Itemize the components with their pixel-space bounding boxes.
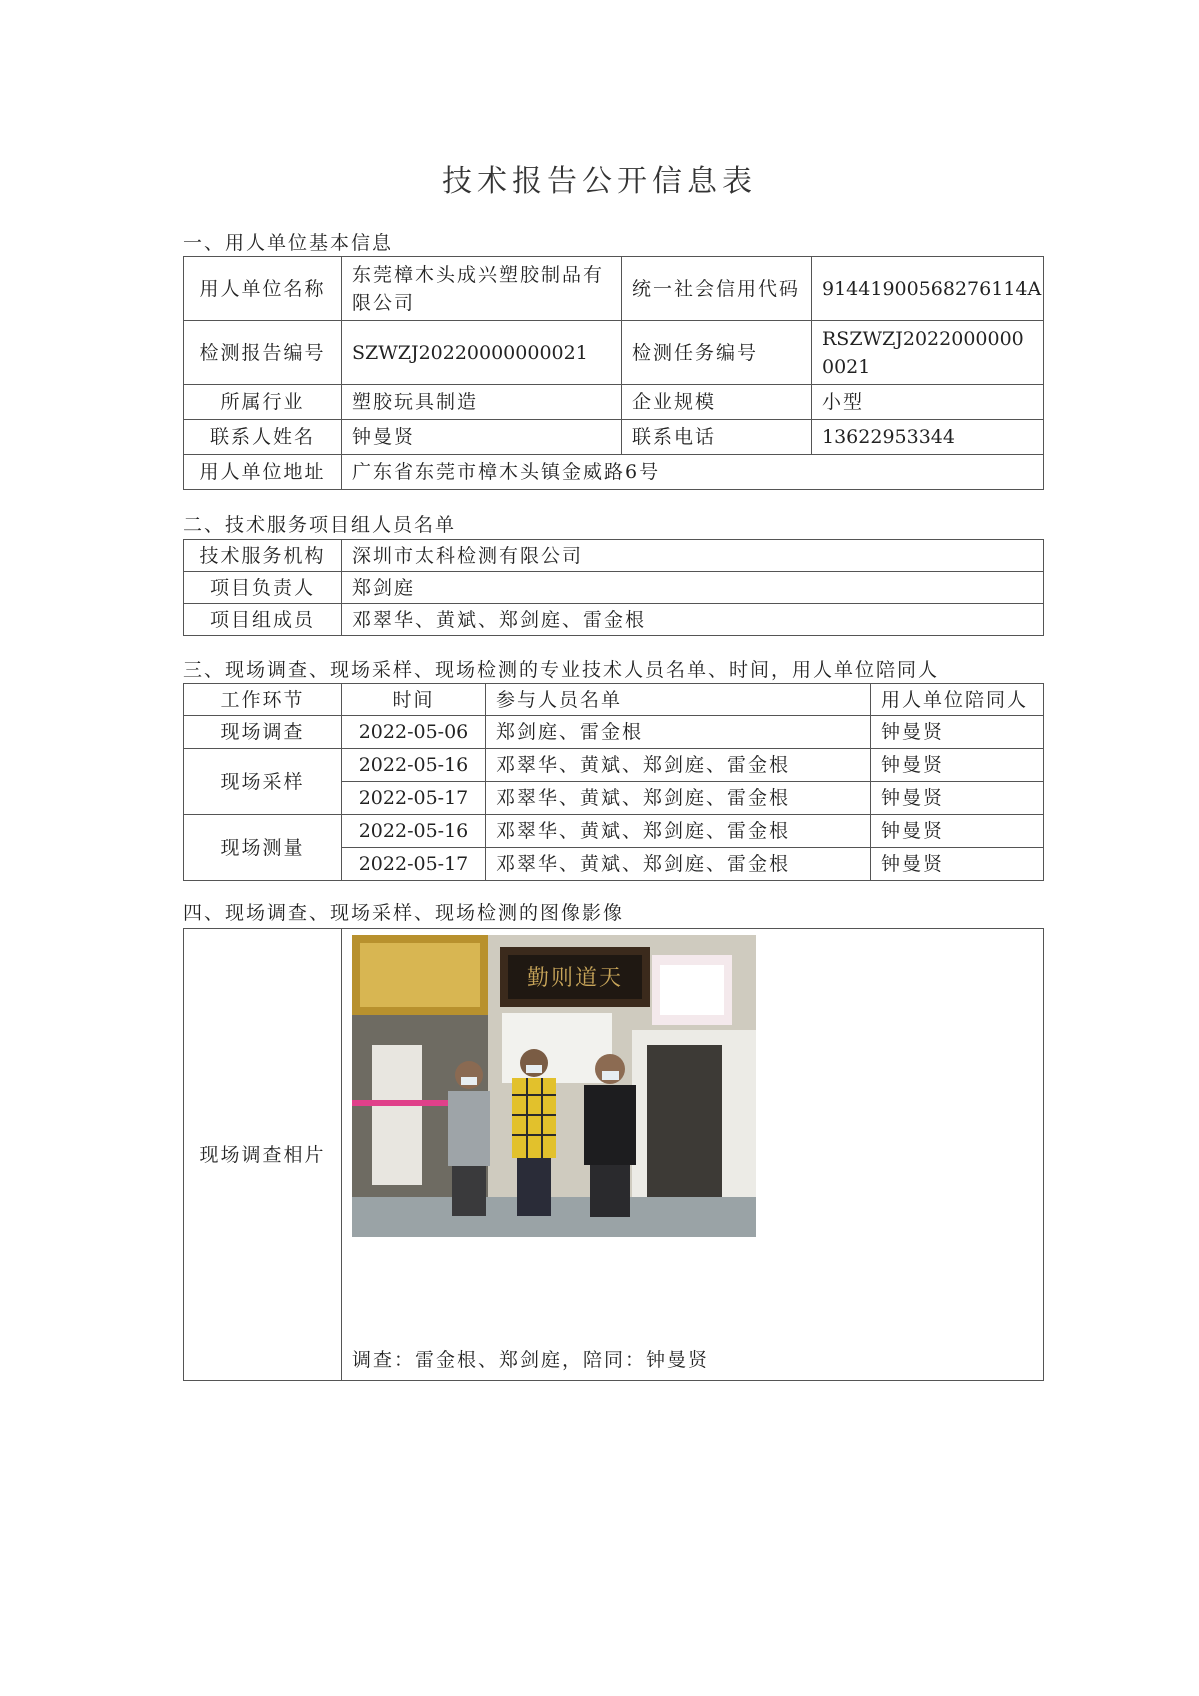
industry-label: 所属行业 — [184, 385, 342, 420]
team-table — [183, 539, 1044, 636]
address-value: 广东省东莞市樟木头镇金威路6号 — [342, 455, 1044, 490]
photo-label: 现场调查相片 — [184, 929, 342, 1381]
employer-name-label: 用人单位名称 — [184, 257, 342, 321]
section4-heading: 四、现场调查、现场采样、现场检测的图像影像 — [183, 902, 625, 924]
scale-label: 企业规模 — [622, 385, 812, 420]
agency-value: 深圳市太科检测有限公司 — [342, 540, 1044, 572]
phone-value: 13622953344 — [812, 420, 1044, 455]
members-value: 邓翠华、黄斌、郑剑庭、雷金根 — [342, 604, 1044, 636]
date-cell: 2022-05-06 — [342, 716, 486, 749]
table-row — [184, 749, 1044, 782]
address-label: 用人单位地址 — [184, 455, 342, 490]
escort-cell: 钟曼贤 — [871, 782, 1044, 815]
phone-label: 联系电话 — [622, 420, 812, 455]
date-cell: 2022-05-16 — [342, 749, 486, 782]
task-number-label: 检测任务编号 — [622, 321, 812, 385]
header-time: 时间 — [342, 684, 486, 716]
leader-value: 郑剑庭 — [342, 572, 1044, 604]
agency-label: 技术服务机构 — [184, 540, 342, 572]
report-number-value: SZWZJ20220000000021 — [342, 321, 622, 385]
scale-value: 小型 — [812, 385, 1044, 420]
photo-sign-text: 勤则道天 — [526, 966, 624, 991]
contact-name-value: 钟曼贤 — [342, 420, 622, 455]
table-row — [184, 604, 1044, 636]
photo-cell — [342, 929, 1044, 1381]
date-cell: 2022-05-17 — [342, 782, 486, 815]
members-cell: 邓翠华、黄斌、郑剑庭、雷金根 — [486, 782, 871, 815]
table-row — [184, 257, 1044, 321]
table-row — [184, 455, 1044, 490]
section1-heading: 一、用人单位基本信息 — [183, 232, 394, 254]
photo-caption: 调查：雷金根、郑剑庭，陪同：钟曼贤 — [352, 1349, 710, 1371]
stage-measurement: 现场测量 — [184, 815, 342, 881]
section3-heading: 三、现场调查、现场采样、现场检测的专业技术人员名单、时间，用人单位陪同人 — [183, 659, 940, 681]
table-row — [184, 815, 1044, 848]
industry-value: 塑胶玩具制造 — [342, 385, 622, 420]
credit-code-value: 91441900568276114A — [812, 257, 1044, 321]
members-cell: 郑剑庭、雷金根 — [486, 716, 871, 749]
escort-cell: 钟曼贤 — [871, 749, 1044, 782]
members-cell: 邓翠华、黄斌、郑剑庭、雷金根 — [486, 749, 871, 782]
stage-survey: 现场调查 — [184, 716, 342, 749]
date-cell: 2022-05-17 — [342, 848, 486, 881]
table-row — [184, 572, 1044, 604]
members-cell: 邓翠华、黄斌、郑剑庭、雷金根 — [486, 848, 871, 881]
table-row — [184, 385, 1044, 420]
members-label: 项目组成员 — [184, 604, 342, 636]
header-escort: 用人单位陪同人 — [871, 684, 1044, 716]
escort-cell: 钟曼贤 — [871, 716, 1044, 749]
basic-info-table — [183, 256, 1044, 490]
table-row — [184, 540, 1044, 572]
contact-name-label: 联系人姓名 — [184, 420, 342, 455]
table-row — [184, 929, 1044, 1381]
employer-name-value: 东莞樟木头成兴塑胶制品有限公司 — [342, 257, 622, 321]
photo-table — [183, 928, 1044, 1381]
task-number-value: RSZWZJ20220000000021 — [812, 321, 1044, 385]
section2-heading: 二、技术服务项目组人员名单 — [183, 514, 457, 536]
header-stage: 工作环节 — [184, 684, 342, 716]
date-cell: 2022-05-16 — [342, 815, 486, 848]
site-survey-photo — [352, 935, 756, 1237]
leader-label: 项目负责人 — [184, 572, 342, 604]
escort-cell: 钟曼贤 — [871, 848, 1044, 881]
report-number-label: 检测报告编号 — [184, 321, 342, 385]
fieldwork-table — [183, 683, 1044, 881]
stage-sampling: 现场采样 — [184, 749, 342, 815]
table-row — [184, 716, 1044, 749]
table-header-row — [184, 684, 1044, 716]
table-row — [184, 420, 1044, 455]
page-title: 技术报告公开信息表 — [442, 164, 757, 199]
header-members: 参与人员名单 — [486, 684, 871, 716]
members-cell: 邓翠华、黄斌、郑剑庭、雷金根 — [486, 815, 871, 848]
table-row — [184, 321, 1044, 385]
escort-cell: 钟曼贤 — [871, 815, 1044, 848]
credit-code-label: 统一社会信用代码 — [622, 257, 812, 321]
